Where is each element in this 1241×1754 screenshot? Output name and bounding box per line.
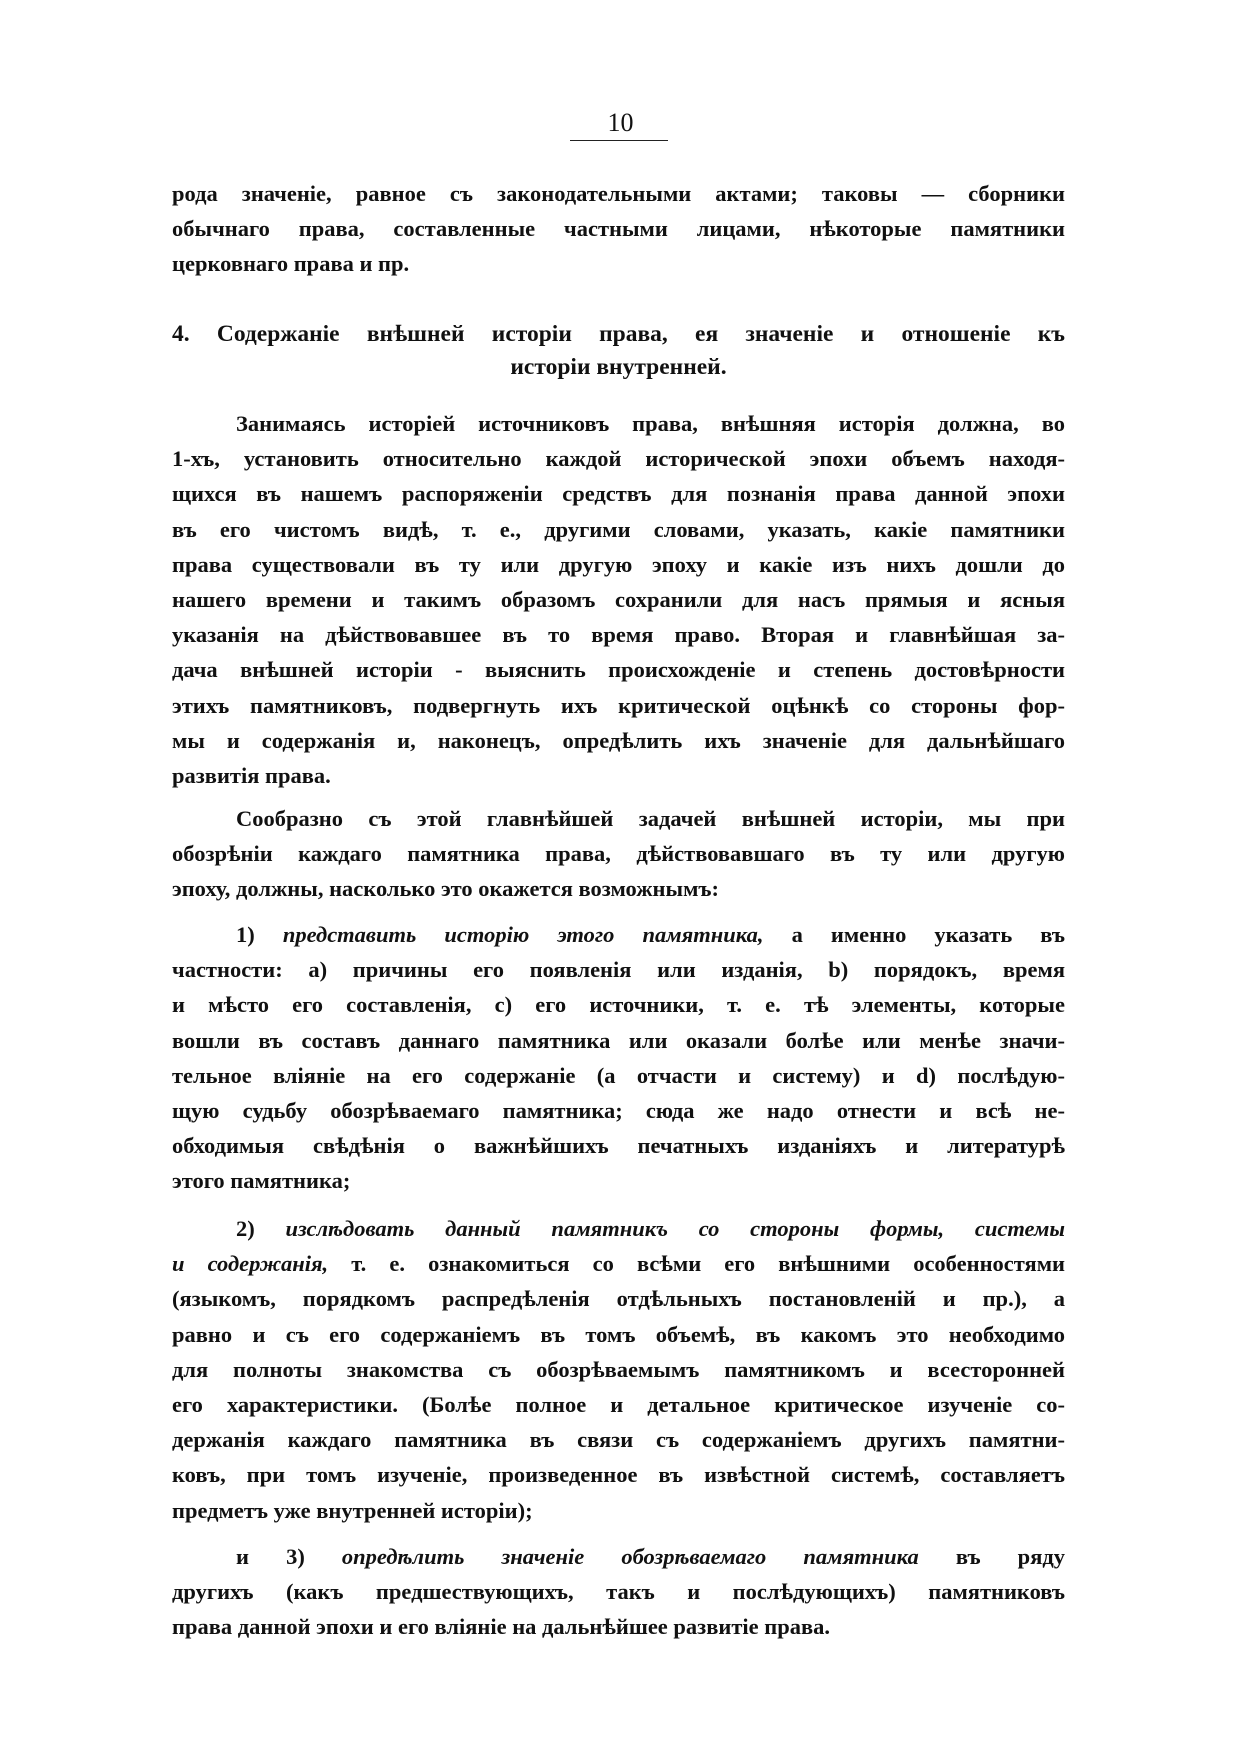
text-line: и мѣсто его составленія, с) его источники, т. е. тѣ элементы, которые <box>172 992 1065 1018</box>
text-line: Сообразно съ этой главнѣйшей задачей внѣшней исторіи, мы при <box>236 806 1065 831</box>
text-line <box>172 1539 1065 1574</box>
heading-line: исторіи внутренней. <box>510 354 727 380</box>
text-line: указанія на дѣйствовавшее въ то время право. Вторая и главнѣйшая за- <box>172 622 1065 648</box>
text-line: развитія права. <box>172 763 331 789</box>
item-emphasis: представить исторію этого памятника, <box>282 922 764 947</box>
page-number-rule <box>570 140 668 141</box>
text-line: тельное вліяніе на его содержаніе (а отчасти и систему) и d) послѣдую- <box>172 1062 1065 1088</box>
paragraph-sources <box>172 406 1065 793</box>
text-line: права существовали въ ту или другую эпоху и какіе изъ нихъ дошли до <box>172 551 1065 577</box>
text-line: равно и съ его содержаніемъ въ томъ объемѣ, въ какомъ это необходимо <box>172 1321 1065 1347</box>
page-number: 10 <box>607 108 634 137</box>
text-line: нашего времени и такимъ образомъ сохранили для насъ прямыя и ясныя <box>172 587 1065 613</box>
heading-line: 4. Содержаніе внѣшней исторіи права, ея значеніе и отношеніе къ <box>172 321 1065 347</box>
item-emphasis: изслѣдовать данный памятникъ со стороны формы, системы <box>285 1216 1066 1241</box>
text-line: ковъ, при томъ изученіе, произведенное въ извѣстной системѣ, составляетъ <box>172 1462 1065 1488</box>
text-line: мы и содержанія и, наконецъ, опредѣлить ихъ значеніе для дальнѣйшаго <box>172 727 1065 753</box>
item-emphasis: опредѣлить значеніе обозрѣваемаго памятника <box>341 1544 919 1569</box>
text-line: щую судьбу обозрѣваемаго памятника; сюда же надо отнести и всѣ не- <box>172 1098 1065 1124</box>
item-text: т. е. ознакомиться со всѣми его внѣшними особенностями <box>351 1251 1066 1277</box>
list-item-significance <box>172 1539 1065 1645</box>
item-emphasis: и содержанія, <box>172 1251 329 1277</box>
text-line: щихся въ нашемъ распоряженіи средствъ для познанія права данной эпохи <box>172 481 1065 507</box>
text-line: частности: а) причины его появленія или изданія, b) порядокъ, время <box>172 957 1065 983</box>
text-line: рода значеніе, равное съ законодательными актами; таковы — сборники <box>172 181 1065 206</box>
text-line: этихъ памятниковъ, подвергнуть ихъ критической оцѣнкѣ со стороны фор- <box>172 692 1065 718</box>
list-item-history <box>172 917 1065 1199</box>
item-text: въ ряду <box>955 1544 1066 1569</box>
item-number: и 3) <box>236 1544 305 1569</box>
text-line: обычнаго права, составленные частными лицами, нѣкоторые памятники <box>172 216 1065 242</box>
text-line: въ его чистомъ видѣ, т. е., другими словами, указать, какіе памятники <box>172 516 1065 542</box>
text-line <box>172 917 1065 952</box>
text-line: держанія каждаго памятника въ связи съ содержаніемъ другихъ памятни- <box>172 1427 1065 1453</box>
text-line: обозрѣніи каждаго памятника права, дѣйствовавшаго въ ту или другую <box>172 841 1065 867</box>
text-line: Занимаясь исторіей источниковъ права, внѣшняя исторія должна, во <box>236 411 1065 436</box>
text-line <box>172 1211 1065 1246</box>
text-line: этого памятника; <box>172 1168 351 1194</box>
text-line: вошли въ составъ даннаго памятника или оказали болѣе или менѣе значи- <box>172 1027 1065 1053</box>
text-line: обходимыя свѣдѣнія о важнѣйшихъ печатныхъ изданіяхъ и литературѣ <box>172 1133 1065 1159</box>
item-number: 2) <box>236 1216 255 1241</box>
list-item-study <box>172 1211 1065 1528</box>
text-line: другихъ (какъ предшествующихъ, такъ и послѣдующихъ) памятниковъ <box>172 1579 1065 1605</box>
text-line: эпоху, должны, насколько это окажется возможнымъ: <box>172 876 720 902</box>
section-heading <box>172 318 1065 384</box>
item-number: 1) <box>236 922 255 947</box>
text-line: предметъ уже внутренней исторіи); <box>172 1497 533 1523</box>
intro-paragraph <box>172 176 1065 282</box>
item-text: а именно указать въ <box>791 922 1066 947</box>
paragraph-task <box>172 801 1065 907</box>
text-line: дача внѣшней исторіи - выяснить происхожденіе и степень достовѣрности <box>172 657 1065 683</box>
text-line: церковнаго права и пр. <box>172 251 410 277</box>
text-line: его характеристики. (Болѣе полное и детальное критическое изученіе со- <box>172 1392 1065 1418</box>
text-line: 1-хъ, установить относительно каждой исторической эпохи объемъ находя- <box>172 446 1065 472</box>
text-line <box>172 1246 1065 1281</box>
text-line: для полноты знакомства съ обозрѣваемымъ памятникомъ и всесторонней <box>172 1356 1065 1382</box>
text-line: (языкомъ, порядкомъ распредѣленія отдѣльныхъ постановленій и пр.), а <box>172 1286 1065 1312</box>
text-line: права данной эпохи и его вліяніе на дальнѣйшее развитіе права. <box>172 1614 831 1640</box>
